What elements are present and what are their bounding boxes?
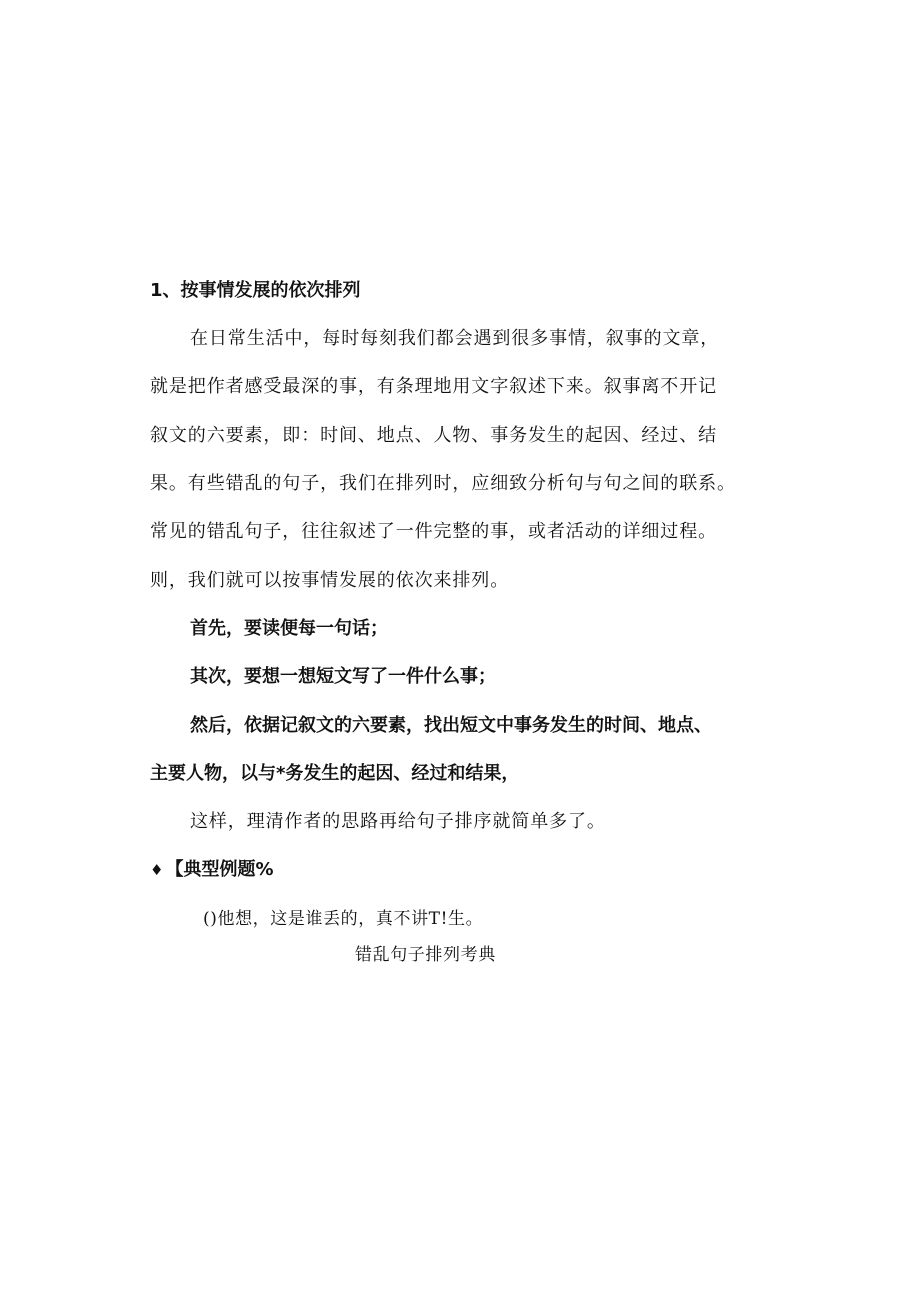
intro-line-3: 叙文的六要素，即：时间、地点、人物、事务发生的起因、经过、结 [150, 425, 717, 446]
diamond-icon: ♦ [150, 861, 164, 879]
intro-line-2: 就是把作者感受最深的事，有条理地用文字叙述下来。叙事离不开记 [150, 376, 717, 397]
example-heading [150, 861, 274, 879]
step-third-line-1: 然后，依据记叙文的六要素，找出短文中事务发生的时间、地点、 [190, 715, 712, 736]
step-first: 首先，要读便每一句话； [190, 618, 388, 639]
conclusion-line: 这样，理清作者的思路再给句子排序就简单多了。 [190, 811, 606, 832]
example-sentence: ()他想，这是谁丢的，真不讲T!生。 [203, 909, 484, 929]
intro-line-4: 果。有些错乱的句子，我们在排列时，应细致分析句与句之间的联系。 [150, 473, 736, 494]
intro-line-1: 在日常生活中，每时每刻我们都会遇到很多事情，叙事的文章， [190, 328, 720, 349]
example-label: 【典型例题% [165, 859, 274, 880]
footer-title: 错乱句子排列考典 [355, 945, 496, 965]
step-third-line-2: 主要人物，以与*务发生的起因、经过和结果， [150, 763, 520, 784]
intro-line-5: 常见的错乱句子，往往叙述了一件完整的事，或者活动的详细过程。 [150, 521, 717, 542]
step-second: 其次，要想一想短文写了一件什么事； [190, 666, 496, 687]
section-heading: 1、按事情发展的依次排列 [150, 280, 361, 301]
intro-line-6: 则，我们就可以按事情发展的依次来排列。 [150, 570, 510, 591]
